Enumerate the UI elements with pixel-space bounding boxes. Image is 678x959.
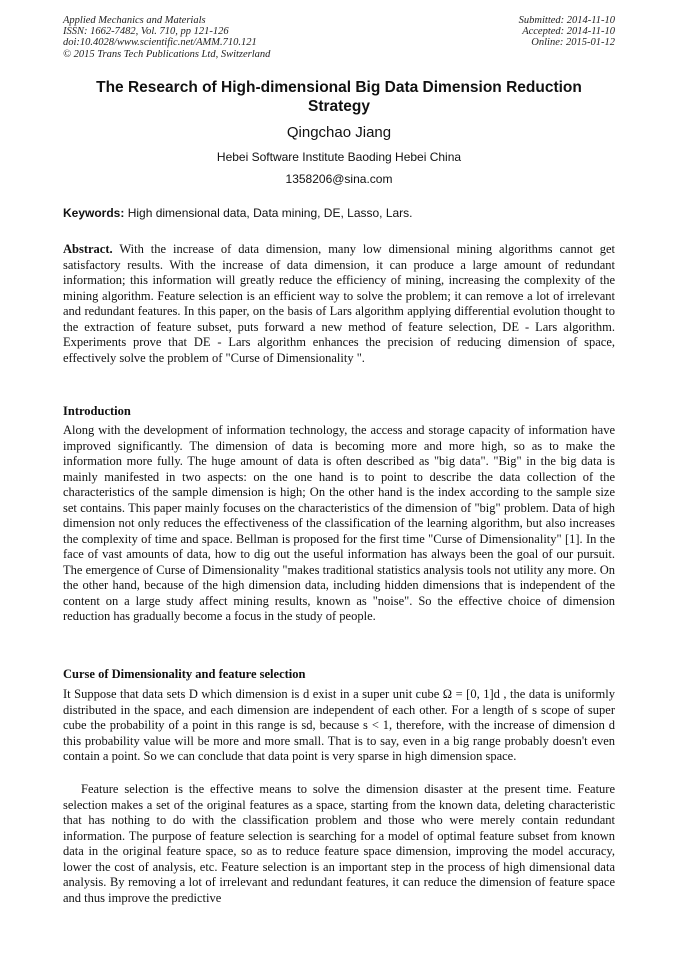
author-affiliation: Hebei Software Institute Baoding Hebei China [216,150,462,164]
introduction-paragraph: Along with the development of information technology, the access and storage capacity of information have improved significantly. The dimension of data is becoming more and more high, so as to make the information more fully. The huge amount of data is often described as "big data". "Big" in the big data is mainly manifested in two aspects: on the one hand is to point to describe the data collection of the characteristics of the sample dimension is high; On the other hand is the index according to the sample size set contains. This paper mainly focuses on the characteristics of the dimension of "big" problem. Data of high dimension not only reduces the effectiveness of the classification of the learning algorithm, but also increases the complexity of time and space. Bellman is proposed for the first time "Curse of Dimensionality" [1]. In the face of vast amounts of data, how to dig out the useful information has always been the goal of our pursuit. The emergence of Curse of Dimensionality "makes traditional statistics analysis tools not utility any more. On the other hand, because of the high dimension data, including hidden dimensions that is independent of the content on a large study affect mining results, known as "noise". So the effective choice of dimension reduction has gradually become a focus in the study of people. [63,423,615,623]
journal-name: Applied Mechanics and Materials [63,15,206,26]
section-heading-curse-of-dimensionality: Curse of Dimensionality and feature selection [63,667,306,681]
keywords [63,206,615,220]
keywords-label: Keywords: [63,206,125,220]
author-name: Qingchao Jiang [286,124,392,141]
online-date: Online: 2015-01-12 [531,37,615,49]
section-heading-introduction: Introduction [63,404,131,418]
abstract-text: With the increase of data dimension, many low dimensional mining algorithms cannot get satisfactory results. With the increase of data dimension, it can produce a large amount of redundant information; this information will greatly reduce the efficiency of mining, increasing the complexity of the mining algorithm. Feature selection is an efficient way to solve the problem; it can remove a lot of irrelevant and redundant features. In this paper, on the basis of Lars algorithm applying differential evolution thought to the extraction of feature subset, puts forward a new method of feature selection, DE - Lars algorithm. Experiments prove that DE - Lars algorithm enhances the precision of reducing dimension of space, effectively solve the problem of "Curse of Dimensionality ". [63,242,615,365]
journal-issn: ISSN: 1662-7482, Vol. 710, pp 121-126 [63,26,229,38]
submitted-date: Submitted: 2014-11-10 [518,15,615,26]
journal-doi: doi:10.4028/www.scientific.net/AMM.710.121 [63,37,257,49]
journal-info-header [63,15,270,60]
submission-dates-header [519,15,615,49]
curse-paragraph-1: It Suppose that data sets D which dimension is d exist in a super unit cube Ω = [0, 1]d , the data is uniformly distributed in the space, and each dimension are independent of each other. For a length of s scope of super cube the probability of a point in this range is sd, because s < 1, therefore, with the increase of dimension d this probability value will be more and more small. That is to say, even in a big range probably doesn't even contain a point. So we can conclude that data point is very sparse in high dimension space. [63,687,615,763]
paper-title: The Research of High-dimensional Big Data Dimension Reduction Strategy [96,79,582,115]
abstract [63,242,615,366]
accepted-date: Accepted: 2014-11-10 [522,26,615,38]
keywords-text: High dimensional data, Data mining, DE, Lasso, Lars. [124,206,413,220]
abstract-label: Abstract. [63,242,113,256]
author-email: 1358206@sina.com [285,172,393,186]
curse-paragraph-2: Feature selection is the effective means to solve the dimension disaster at the present time. Feature selection makes a set of the original features as a space, starting from the known data, deleting characteristic that has nothing to do with the classification problem and those who were merely contain redundant information. The purpose of feature selection is searching for a model of optimal feature subset from known data in the original feature space, so as to reduce feature space dimension, improving the model accuracy, lower the cost of analysis, etc. Feature selection is an important step in the process of high dimensional data analysis. By removing a lot of irrelevant and redundant features, it can reduce the dimension of feature space and thus improve the predictive [63,782,615,905]
journal-copyright: © 2015 Trans Tech Publications Ltd, Switzerland [63,48,271,60]
